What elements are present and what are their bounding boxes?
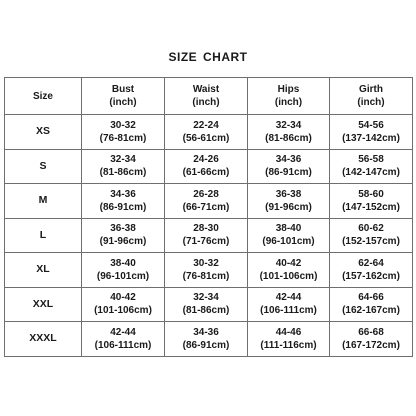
table-row <box>5 219 413 254</box>
header-unit: (inch) <box>274 97 303 108</box>
bust-cell <box>82 253 165 288</box>
hips-cell <box>248 288 330 323</box>
size-label: XL <box>36 263 50 276</box>
hips-cell <box>248 150 330 185</box>
inch-range: 64-66 <box>358 292 384 304</box>
waist-cell <box>165 253 248 288</box>
inch-range: 36-38 <box>275 188 302 200</box>
size-chart-table <box>4 77 413 357</box>
inch-range: 42-44 <box>110 326 136 338</box>
cm-range: (91-96cm) <box>265 201 312 213</box>
table-row <box>5 322 413 357</box>
size-cell <box>5 322 82 357</box>
waist-cell <box>165 288 248 323</box>
header-label: Bust <box>111 84 135 95</box>
table-row <box>5 288 413 323</box>
size-cell <box>5 184 82 219</box>
cm-range: (81-86cm) <box>99 167 147 179</box>
inch-range: 40-42 <box>110 292 136 304</box>
inch-range: 38-40 <box>275 223 302 235</box>
cm-range: (91-96cm) <box>99 236 147 248</box>
cm-range: (96-101cm) <box>262 236 315 248</box>
inch-range: 44-46 <box>275 326 302 338</box>
inch-range: 28-30 <box>193 223 219 235</box>
cm-range: (147-152cm) <box>342 201 400 213</box>
inch-range: 34-36 <box>275 154 302 166</box>
inch-range: 32-34 <box>275 119 302 131</box>
size-cell <box>5 219 82 254</box>
cm-range: (86-91cm) <box>265 167 312 179</box>
inch-range: 58-60 <box>358 188 384 200</box>
size-label: XXL <box>32 297 54 310</box>
girth-cell <box>330 288 413 323</box>
size-cell <box>5 288 82 323</box>
table-row <box>5 115 413 150</box>
inch-range: 38-40 <box>110 257 136 269</box>
header-label: Hips <box>277 84 300 95</box>
cm-range: (66-71cm) <box>182 201 230 213</box>
cm-range: (152-157cm) <box>342 236 400 248</box>
inch-range: 30-32 <box>110 119 136 131</box>
cm-range: (86-91cm) <box>182 339 230 351</box>
cm-range: (86-91cm) <box>99 201 147 213</box>
cm-range: (142-147cm) <box>342 167 400 179</box>
header-unit: (inch) <box>192 97 220 108</box>
cm-range: (157-162cm) <box>342 270 400 282</box>
cm-range: (162-167cm) <box>342 305 400 317</box>
cm-range: (106-111cm) <box>94 339 152 351</box>
header-girth <box>330 78 413 115</box>
cm-range: (167-172cm) <box>342 339 400 351</box>
chart-title: SIZE CHART <box>168 50 248 64</box>
inch-range: 40-42 <box>275 257 302 269</box>
header-bust <box>82 78 165 115</box>
inch-range: 54-56 <box>358 119 384 131</box>
cm-range: (81-86cm) <box>182 305 230 317</box>
size-label: XS <box>35 125 50 138</box>
girth-cell <box>330 115 413 150</box>
cm-range: (76-81cm) <box>99 132 147 144</box>
hips-cell <box>248 322 330 357</box>
waist-cell <box>165 115 248 150</box>
hips-cell <box>248 184 330 219</box>
cm-range: (61-66cm) <box>182 167 230 179</box>
cm-range: (106-111cm) <box>260 305 317 317</box>
cm-range: (96-101cm) <box>96 270 150 282</box>
header-label: Waist <box>192 84 220 95</box>
table-row <box>5 150 413 185</box>
inch-range: 56-58 <box>358 154 384 166</box>
waist-cell <box>165 322 248 357</box>
inch-range: 60-62 <box>358 223 384 235</box>
waist-cell <box>165 219 248 254</box>
cm-range: (101-106cm) <box>94 305 152 317</box>
bust-cell <box>82 150 165 185</box>
size-cell <box>5 115 82 150</box>
waist-cell <box>165 150 248 185</box>
hips-cell <box>248 253 330 288</box>
inch-range: 36-38 <box>110 223 136 235</box>
header-size <box>5 78 82 115</box>
inch-range: 24-26 <box>193 154 219 166</box>
size-cell <box>5 150 82 185</box>
bust-cell <box>82 115 165 150</box>
girth-cell <box>330 184 413 219</box>
girth-cell <box>330 322 413 357</box>
inch-range: 34-36 <box>193 326 219 338</box>
size-label: M <box>38 194 48 207</box>
cm-range: (71-76cm) <box>182 236 230 248</box>
inch-range: 30-32 <box>193 257 219 269</box>
inch-range: 34-36 <box>110 188 136 200</box>
bust-cell <box>82 184 165 219</box>
waist-cell <box>165 184 248 219</box>
table-row <box>5 184 413 219</box>
inch-range: 66-68 <box>358 326 384 338</box>
girth-cell <box>330 219 413 254</box>
size-label: L <box>39 228 47 241</box>
header-row <box>5 78 413 115</box>
hips-cell <box>248 219 330 254</box>
inch-range: 22-24 <box>193 119 219 131</box>
cm-range: (76-81cm) <box>182 270 230 282</box>
inch-range: 32-34 <box>110 154 136 166</box>
size-label: S <box>39 159 47 172</box>
header-label: Size <box>32 90 53 102</box>
inch-range: 42-44 <box>275 292 302 304</box>
cm-range: (101-106cm) <box>259 270 318 282</box>
table-row <box>5 253 413 288</box>
inch-range: 26-28 <box>193 188 219 200</box>
cm-range: (81-86cm) <box>265 132 312 144</box>
header-hips <box>248 78 330 115</box>
header-waist <box>165 78 248 115</box>
girth-cell <box>330 253 413 288</box>
bust-cell <box>82 288 165 323</box>
bust-cell <box>82 322 165 357</box>
hips-cell <box>248 115 330 150</box>
cm-range: (137-142cm) <box>342 132 400 144</box>
inch-range: 32-34 <box>193 292 219 304</box>
size-cell <box>5 253 82 288</box>
cm-range: (56-61cm) <box>182 132 230 144</box>
bust-cell <box>82 219 165 254</box>
header-unit: (inch) <box>357 97 385 108</box>
size-label: XXXL <box>29 332 57 345</box>
cm-range: (111-116cm) <box>260 339 317 351</box>
inch-range: 62-64 <box>358 257 384 269</box>
header-unit: (inch) <box>109 97 137 108</box>
girth-cell <box>330 150 413 185</box>
header-label: Girth <box>359 84 383 95</box>
